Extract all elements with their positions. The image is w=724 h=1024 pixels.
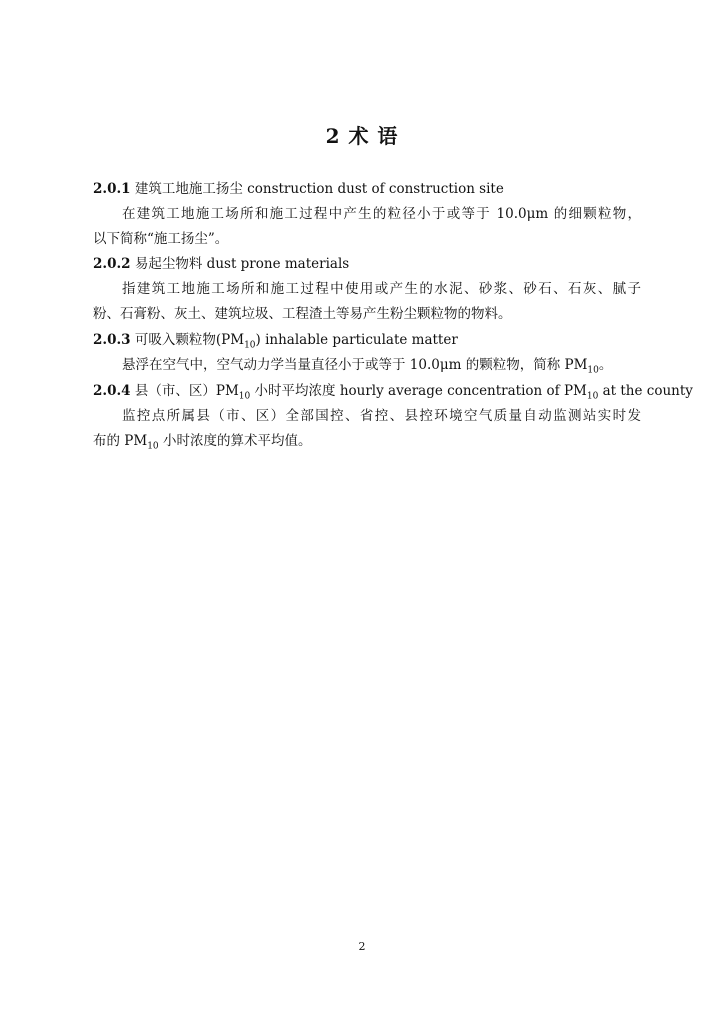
term-number: 2.0.1 [93,181,131,197]
term-definition-line: 在建筑工地施工场所和施工过程中产生的粒径小于或等于 10.0μm 的细颗粒物， [122,206,641,222]
term-name-en: construction dust of construction site [242,181,504,197]
page-number: 2 [358,940,366,953]
term-definition-line: 指建筑工地施工场所和施工过程中使用或产生的水泥、砂浆、砂石、石灰、腻子 [122,281,641,297]
term-heading-2-0-2 [93,255,641,273]
term-name-en: dust prone materials [202,256,350,272]
term-definition-line: 布的 $PM_{10}$ 小时浓度的算术平均值。 [93,433,312,452]
term-definition-line: 监控点所属县（市、区）全部国控、省控、县控环境空气质量自动监测站实时发 [122,408,641,424]
term-name-zh: 易起尘物料 [130,256,203,272]
term-name-zh: 建筑工地施工扬尘 [130,181,243,197]
term-number: 2.0.2 [93,256,131,272]
term-heading-2-0-3: 2.0.3 可吸入颗粒物$(PM_{10})$ inhalable particulate matter [93,332,458,351]
term-heading-2-0-1 [93,180,641,198]
term-definition-line: 粉、石膏粉、灰土、建筑垃圾、工程渣土等易产生粉尘颗粒物的物料。 [93,306,512,322]
term-definition-line: 以下简称“施工扬尘”。 [93,231,229,247]
section-title: 2 术 语 [325,124,399,148]
term-definition-line: 悬浮在空气中，空气动力学当量直径小于或等于 10.0μm 的颗粒物，简称 $PM_{10}$。 [122,357,613,376]
term-number: 2.0.4 [93,383,131,399]
term-number: 2.0.3 [93,332,131,348]
term-heading-2-0-4: 2.0.4 县（市、区）$PM_{10}$ 小时平均浓度 hourly average concentration of $PM_{10}$ at the county [93,383,693,402]
